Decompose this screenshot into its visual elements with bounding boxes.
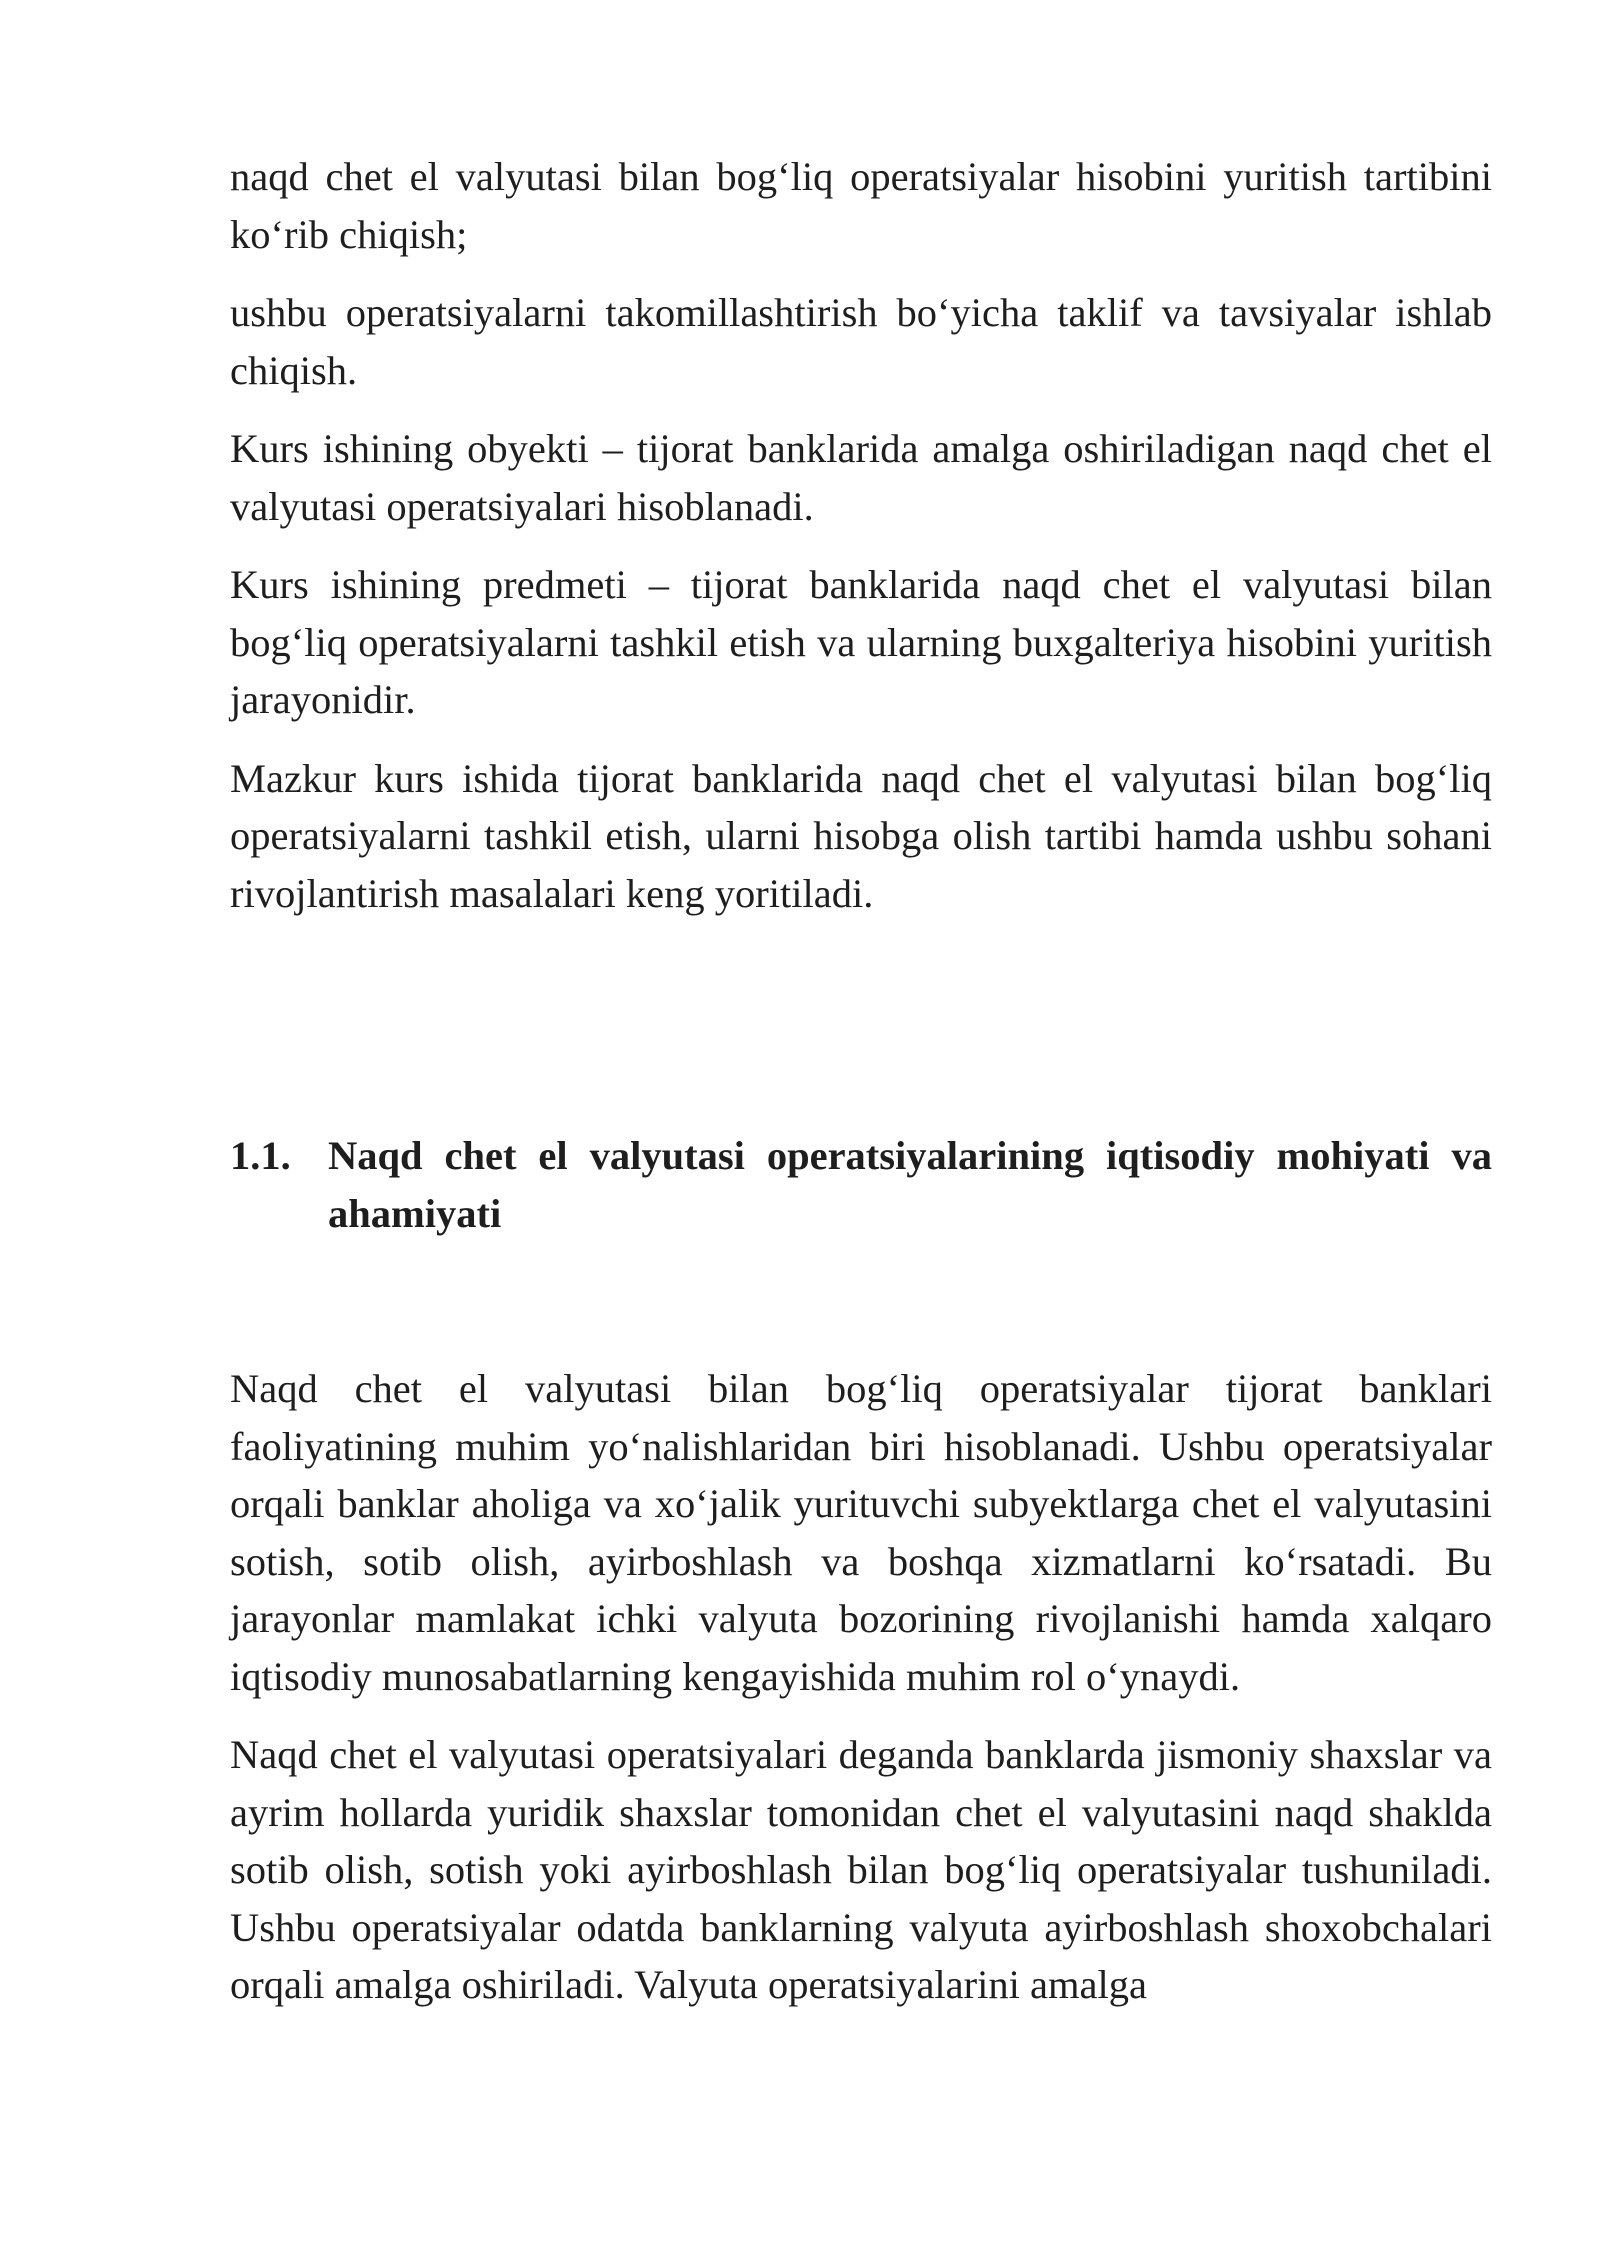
section-heading [230,1127,1492,1242]
intro-paragraph-scope: Mazkur kurs ishida tijorat banklarida naqd chet el valyutasi bilan bog‘liq operatsiyalarni tashkil etish, ularni hisobga olish tartibi hamda ushbu sohani rivojlantirish masalalari keng yoritiladi. [230,755,1492,916]
section-spacer [230,943,1492,1127]
section-title: Naqd chet el valyutasi operatsiyalarining iqtisodiy mohiyati va ahamiyati [328,1133,1492,1236]
intro-paragraph-subject: Kurs ishining predmeti – tijorat banklarida naqd chet el valyutasi bilan bog‘liq operatsiyalarni tashkil etish va ularning buxgalteriya hisobini yuritish jarayonidir. [230,562,1492,722]
intro-paragraph-2: ushbu operatsiyalarni takomillashtirish bo‘yicha taklif va tavsiyalar ishlab chiqish. [230,290,1492,393]
body-paragraph-2: Naqd chet el valyutasi operatsiyalari deganda banklarda jismoniy shaxslar va ayrim hollarda yuridik shaxslar tomonidan chet el valyutasini naqd shaklda sotib olish, sotish yoki ayirboshlash bilan bog‘liq operatsiyalar tushuniladi. Ushbu operatsiyalar odatda banklarning valyuta ayirboshlash shoxobchalari orqali amalga oshiriladi. Valyuta operatsiyalarini amalga [230,1732,1492,2007]
intro-paragraph-object: Kurs ishining obyekti – tijorat banklarida amalga oshiriladigan naqd chet el valyutasi operatsiyalari hisoblanadi. [230,426,1492,529]
body-paragraph-1: Naqd chet el valyutasi bilan bog‘liq operatsiyalar tijorat banklari faoliyatining muhim yo‘nalishlaridan biri hisoblanadi. Ushbu operatsiyalar orqali banklar aholiga va xo‘jalik yurituvchi subyektlarga chet el valyutasini sotish, sotib olish, ayirboshlash va boshqa xizmatlarni ko‘rsatadi. Bu jarayonlar mamlakat ichki valyuta bozorining rivojlanishi hamda xalqaro iqtisodiy munosabatlarning kengayishida muhim rol o‘ynaydi. [230,1366,1492,1699]
document-page [230,148,1492,2035]
heading-spacer [230,1242,1492,1360]
intro-paragraph-1: naqd chet el valyutasi bilan bog‘liq operatsiyalar hisobini yuritish tartibini ko‘rib chiqish; [230,154,1492,257]
section-number: 1.1. [230,1133,291,1178]
